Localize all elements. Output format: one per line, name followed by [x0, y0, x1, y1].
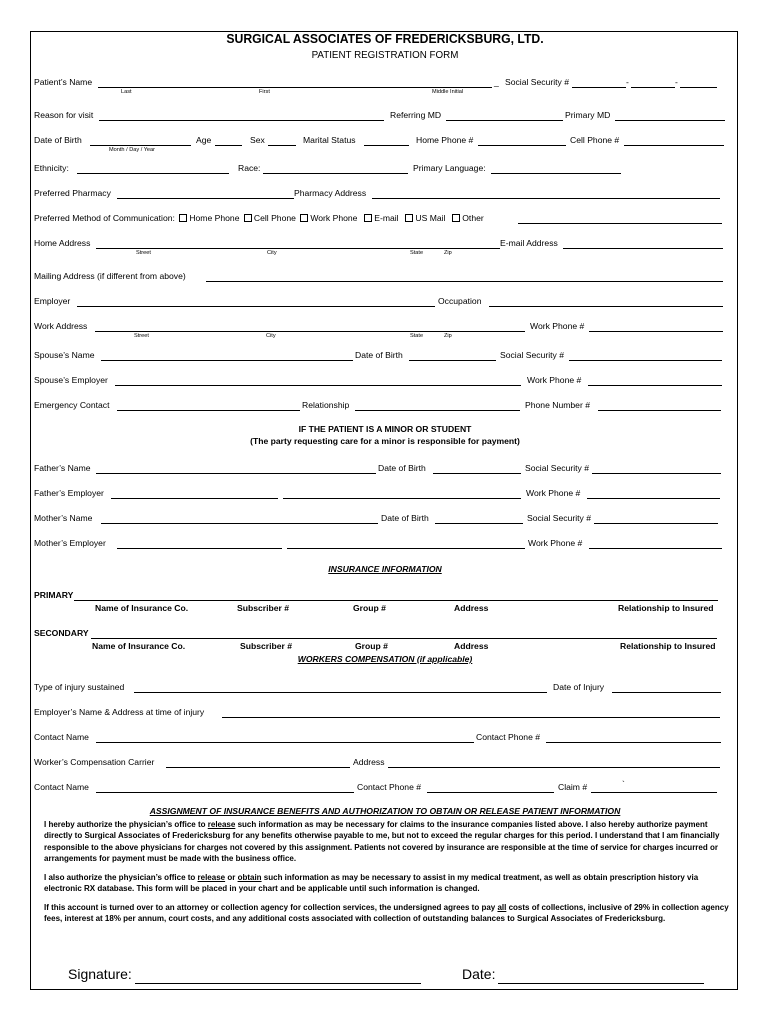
- spouse-employer-field[interactable]: [115, 385, 521, 386]
- option-home-phone: Home Phone: [189, 213, 240, 223]
- secondary-col-address: Address: [454, 641, 489, 651]
- carrier-label: Worker’s Compensation Carrier: [34, 757, 155, 767]
- cell-phone-field[interactable]: [624, 145, 724, 146]
- reason-field[interactable]: [99, 120, 384, 121]
- option-email: E-mail: [374, 213, 399, 223]
- marital-field[interactable]: [364, 145, 409, 146]
- claim-field[interactable]: [591, 792, 717, 793]
- work-address-field[interactable]: [95, 331, 525, 332]
- ethnicity-label: Ethnicity:: [34, 163, 69, 173]
- pharmacy-address-label: Pharmacy Address: [294, 188, 367, 198]
- employer-field[interactable]: [77, 306, 435, 307]
- marital-label: Marital Status: [303, 135, 356, 145]
- signature-field[interactable]: [135, 983, 421, 984]
- form-subtitle: PATIENT REGISTRATION FORM: [311, 50, 459, 61]
- primary-col-address: Address: [454, 603, 489, 613]
- father-work-phone-label: Work Phone #: [526, 488, 581, 498]
- option-cell-phone: Cell Phone: [253, 213, 296, 223]
- primary-col-subscriber: Subscriber #: [237, 603, 290, 613]
- patient-name-trail: _: [494, 77, 499, 87]
- mother-work-phone-field[interactable]: [589, 548, 722, 549]
- injury-label: Type of injury sustained: [34, 682, 125, 692]
- age-label: Age: [196, 135, 212, 145]
- secondary-insurance-field[interactable]: [91, 638, 717, 639]
- checkbox-cell-phone[interactable]: [244, 214, 252, 222]
- primary-insurance-field[interactable]: [74, 600, 718, 601]
- checkbox-home-phone[interactable]: [179, 214, 187, 222]
- ssn-label: Social Security #: [505, 77, 570, 87]
- signature-label: Signature:: [68, 966, 132, 982]
- race-field[interactable]: [263, 173, 408, 174]
- sex-field[interactable]: [268, 145, 296, 146]
- secondary-col-relationship: Relationship to Insured: [620, 641, 716, 651]
- pharmacy-label: Preferred Pharmacy: [34, 188, 111, 198]
- occupation-label: Occupation: [438, 296, 482, 306]
- secondary-col-subscriber: Subscriber #: [240, 641, 293, 651]
- wc-contact2-field[interactable]: [96, 792, 354, 793]
- sex-label: Sex: [250, 135, 265, 145]
- other-field[interactable]: [518, 223, 722, 224]
- father-name-field[interactable]: [96, 473, 376, 474]
- patient-name-label: Patient’s Name: [34, 77, 93, 87]
- referring-md-field[interactable]: [446, 120, 563, 121]
- emergency-label: Emergency Contact: [34, 400, 110, 410]
- mother-work-phone-label: Work Phone #: [528, 538, 583, 548]
- mother-ssn-field[interactable]: [594, 523, 718, 524]
- phone-number-label: Phone Number #: [525, 400, 590, 410]
- age-field[interactable]: [215, 145, 242, 146]
- emergency-field[interactable]: [117, 410, 300, 411]
- mother-employer-field-1[interactable]: [117, 548, 282, 549]
- ethnicity-field[interactable]: [77, 173, 229, 174]
- insurance-heading: INSURANCE INFORMATION: [328, 564, 442, 574]
- spouse-dob-field[interactable]: [409, 360, 496, 361]
- phone-number-field[interactable]: [598, 410, 721, 411]
- father-employer-label: Father’s Employer: [34, 488, 104, 498]
- work-hint-zip: Zip: [444, 333, 452, 339]
- carrier-address-label: Address: [353, 757, 385, 767]
- date-field[interactable]: [498, 983, 704, 984]
- reason-label: Reason for visit: [34, 110, 94, 120]
- patient-name-field[interactable]: [98, 87, 492, 88]
- injury-field[interactable]: [134, 692, 547, 693]
- father-employer-field-2[interactable]: [283, 498, 521, 499]
- dob-hint: Month / Day / Year: [109, 147, 156, 153]
- hint-city: City: [267, 250, 277, 256]
- occupation-field[interactable]: [489, 306, 723, 307]
- workers-heading: WORKERS COMPENSATION (if applicable): [297, 654, 473, 664]
- secondary-label: SECONDARY: [34, 628, 89, 638]
- ssn-sep-2: -: [675, 77, 678, 87]
- work-phone-field[interactable]: [589, 331, 723, 332]
- relationship-field[interactable]: [355, 410, 520, 411]
- cell-phone-label: Cell Phone #: [570, 135, 620, 145]
- checkbox-us-mail[interactable]: [405, 214, 413, 222]
- option-work-phone: Work Phone: [310, 213, 358, 223]
- wc-contact2-label: Contact Name: [34, 782, 89, 792]
- ssn-field-3[interactable]: [680, 87, 717, 88]
- employer-address-field[interactable]: [222, 717, 720, 718]
- home-phone-label: Home Phone #: [416, 135, 474, 145]
- form-title: SURGICAL ASSOCIATES OF FREDERICKSBURG, LTD.: [226, 31, 544, 46]
- communication-row: [34, 213, 484, 223]
- spouse-name-label: Spouse’s Name: [34, 350, 95, 360]
- primary-label: PRIMARY: [34, 590, 74, 600]
- home-phone-field[interactable]: [478, 145, 566, 146]
- mother-name-field[interactable]: [101, 523, 378, 524]
- wc-contact-phone2-field[interactable]: [427, 792, 554, 793]
- spouse-ssn-label: Social Security #: [500, 350, 565, 360]
- work-address-label: Work Address: [34, 321, 88, 331]
- ssn-field-2[interactable]: [631, 87, 675, 88]
- father-work-phone-field[interactable]: [587, 498, 720, 499]
- work-hint-state: State: [410, 333, 424, 339]
- wc-contact-label: Contact Name: [34, 732, 89, 742]
- spouse-name-field[interactable]: [101, 360, 353, 361]
- injury-date-label: Date of Injury: [553, 682, 605, 692]
- primary-col-name: Name of Insurance Co.: [95, 603, 189, 613]
- home-address-label: Home Address: [34, 238, 91, 248]
- spouse-dob-label: Date of Birth: [355, 350, 403, 360]
- hint-zip: Zip: [444, 250, 452, 256]
- employer-label: Employer: [34, 296, 71, 306]
- father-dob-label: Date of Birth: [378, 463, 426, 473]
- wc-contact-phone-field[interactable]: [546, 742, 721, 743]
- spouse-work-phone-label: Work Phone #: [527, 375, 582, 385]
- minor-note: (The party requesting care for a minor is responsible for payment): [250, 436, 520, 446]
- wc-contact-phone-label: Contact Phone #: [476, 732, 541, 742]
- work-hint-street: Street: [134, 333, 149, 339]
- primary-md-label: Primary MD: [565, 110, 611, 120]
- minor-heading: IF THE PATIENT IS A MINOR OR STUDENT: [298, 424, 472, 434]
- race-label: Race:: [238, 163, 261, 173]
- checkbox-other[interactable]: [452, 214, 460, 222]
- pharmacy-address-field[interactable]: [372, 198, 720, 199]
- father-employer-field-1[interactable]: [111, 498, 278, 499]
- hint-last: Last: [121, 89, 132, 95]
- claim-label: Claim #: [558, 782, 588, 792]
- carrier-address-field[interactable]: [388, 767, 720, 768]
- mother-ssn-label: Social Security #: [527, 513, 592, 523]
- father-ssn-label: Social Security #: [525, 463, 590, 473]
- dob-label: Date of Birth: [34, 135, 82, 145]
- mother-dob-label: Date of Birth: [381, 513, 429, 523]
- work-hint-city: City: [266, 333, 276, 339]
- employer-address-label: Employer’s Name & Address at time of injury: [34, 707, 205, 717]
- pharmacy-field[interactable]: [117, 198, 294, 199]
- home-address-field[interactable]: [96, 248, 500, 249]
- primary-col-relationship: Relationship to Insured: [618, 603, 714, 613]
- mother-employer-label: Mother’s Employer: [34, 538, 106, 548]
- relationship-label: Relationship: [302, 400, 350, 410]
- assignment-paragraph-3: If this account is turned over to an attorney or collection agency for collection services, the undersigned agrees to pay all costs of collections, inclusive of 29% in collection agency fees, interest at 18% per annum, court costs, and any additional costs associated with collection of outstanding balances to Surgical Associates of Fredericksburg.: [44, 903, 729, 924]
- primary-col-group: Group #: [353, 603, 386, 613]
- mother-employer-field-2[interactable]: [287, 548, 525, 549]
- mother-dob-field[interactable]: [435, 523, 523, 524]
- dob-field[interactable]: [90, 145, 191, 146]
- spouse-employer-label: Spouse’s Employer: [34, 375, 108, 385]
- spouse-ssn-field[interactable]: [569, 360, 722, 361]
- option-us-mail: US Mail: [415, 213, 446, 223]
- communication-label: Preferred Method of Communication:: [34, 213, 175, 223]
- ssn-field-1[interactable]: [572, 87, 626, 88]
- father-ssn-field[interactable]: [592, 473, 721, 474]
- assignment-paragraph-1: I hereby authorize the physician’s office to release such information as may be necessary for claims to the insurance companies listed above. I also hereby authorize payment directly to Surgical Associates of Fredericksburg for any benefits otherwise payable to me, but not to exceed the regular charges for this period. I understand that I am financially responsible to the above physicians for charges not covered by this assignment. Patients not covered by insurance are responsible at the time of service for charges incurred or arrangements for payment must be made with the business office.: [44, 820, 720, 864]
- father-dob-field[interactable]: [433, 473, 521, 474]
- checkbox-email[interactable]: [364, 214, 372, 222]
- assignment-paragraph-2: I also authorize the physician’s office to release or obtain such information as may be necessary to assist in my medical treatment, as well as obtain prescription history via electronic RX database. This form will be placed in your chart and be applicable until such information is changed.: [44, 873, 699, 894]
- assignment-heading: ASSIGNMENT OF INSURANCE BENEFITS AND AUTHORIZATION TO OBTAIN OR RELEASE PATIENT INFORMATION: [149, 806, 621, 816]
- option-other: Other: [462, 213, 484, 223]
- date-label: Date:: [462, 966, 496, 982]
- language-field[interactable]: [491, 173, 621, 174]
- mother-name-label: Mother’s Name: [34, 513, 93, 523]
- hint-first: First: [259, 89, 270, 95]
- wc-contact-field[interactable]: [96, 742, 474, 743]
- mailing-label: Mailing Address (if different from above): [34, 271, 186, 281]
- referring-md-label: Referring MD: [390, 110, 442, 120]
- spouse-work-phone-field[interactable]: [588, 385, 722, 386]
- mailing-field[interactable]: [206, 281, 723, 282]
- wc-contact-phone2-label: Contact Phone #: [357, 782, 422, 792]
- work-phone-label: Work Phone #: [530, 321, 585, 331]
- secondary-col-name: Name of Insurance Co.: [92, 641, 186, 651]
- father-name-label: Father’s Name: [34, 463, 91, 473]
- hint-middle: Middle Initial: [432, 89, 464, 95]
- email-label: E-mail Address: [500, 238, 558, 248]
- checkbox-work-phone[interactable]: [300, 214, 308, 222]
- language-label: Primary Language:: [413, 163, 486, 173]
- ssn-sep-1: -: [626, 77, 629, 87]
- carrier-field[interactable]: [166, 767, 350, 768]
- injury-date-field[interactable]: [612, 692, 721, 693]
- primary-md-field[interactable]: [615, 120, 725, 121]
- secondary-col-group: Group #: [355, 641, 388, 651]
- hint-state: State: [410, 250, 424, 256]
- hint-street: Street: [136, 250, 151, 256]
- email-field[interactable]: [563, 248, 723, 249]
- claim-tick: `: [622, 779, 625, 789]
